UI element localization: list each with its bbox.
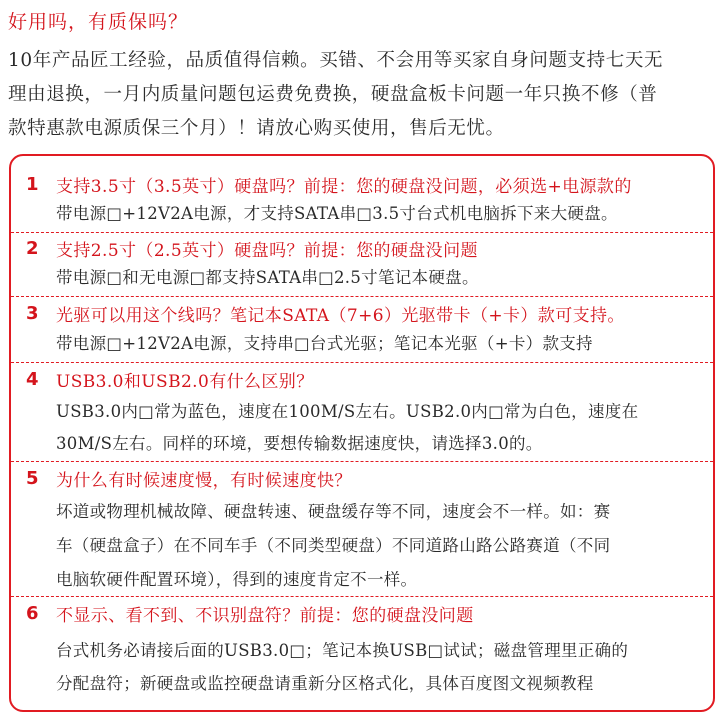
faq-number: 1 — [26, 174, 39, 195]
faq-question: 支持2.5寸（2.5英寸）硬盘吗？前提：您的硬盘没问题 — [56, 241, 478, 261]
separator — [11, 461, 713, 462]
faq-answer-line: 30M/S左右。同样的环境，要想传输数据速度快，请选择3.0的。 — [56, 434, 543, 453]
faq-number: 2 — [26, 238, 39, 259]
faq-answer-line: 带电源□和无电源□都支持SATA串□2.5寸笔记本硬盘。 — [56, 268, 479, 287]
faq-number: 4 — [26, 369, 39, 390]
separator — [11, 232, 713, 233]
faq-number: 5 — [26, 468, 39, 489]
separator — [11, 596, 713, 597]
faq-question: 不显示、看不到、不识别盘符？前提：您的硬盘没问题 — [56, 606, 474, 626]
faq-question: USB3.0和USB2.0有什么区别？ — [56, 372, 314, 392]
faq-answer-line: 带电源□+12V2A电源，才支持SATA串□3.5寸台式机电脑拆下来大硬盘。 — [56, 204, 618, 223]
intro-line: 理由退换，一月内质量问题包运费免费换，硬盘盒板卡问题一年只换不修（普 — [8, 84, 658, 105]
headline: 好用吗，有质保吗？ — [8, 11, 189, 33]
faq-answer-line: 分配盘符；新硬盘或监控硬盘请重新分区格式化，具体百度图文视频教程 — [56, 674, 594, 693]
faq-answer-line: 坏道或物理机械故障、硬盘转速、硬盘缓存等不同，速度会不一样。如：赛 — [56, 502, 611, 521]
faq-number: 6 — [26, 603, 39, 624]
intro-paragraph — [8, 44, 720, 146]
faq-answer-line: USB3.0内□常为蓝色，速度在100M/S左右。USB2.0内□常为白色，速度在 — [56, 402, 639, 421]
intro-line: 10年产品匠工经验，品质值得信赖。买错、不会用等买家自身问题支持七天无 — [8, 50, 664, 71]
faq-box — [9, 154, 715, 712]
faq-answer-line: 台式机务必请接后面的USB3.0□；笔记本换USB□试试；磁盘管理里正确的 — [56, 641, 629, 660]
faq-number: 3 — [26, 303, 39, 324]
faq-question: 光驱可以用这个线吗？笔记本SATA（7+6）光驱带卡（+卡）款可支持。 — [56, 306, 625, 326]
separator — [11, 362, 713, 363]
faq-question: 支持3.5寸（3.5英寸）硬盘吗？前提：您的硬盘没问题，必须选+电源款的 — [56, 177, 632, 197]
separator — [11, 296, 713, 297]
faq-question: 为什么有时候速度慢，有时候速度快？ — [56, 471, 352, 491]
faq-answer-line: 带电源□+12V2A电源，支持串□台式光驱；笔记本光驱（+卡）款支持 — [56, 334, 593, 353]
intro-line: 款特惠款电源质保三个月）！请放心购买使用，售后无忧。 — [8, 118, 505, 139]
faq-answer-line: 电脑软硬件配置环境），得到的速度肯定不一样。 — [56, 570, 418, 589]
faq-answer-line: 车（硬盘盒子）在不同车手（不同类型硬盘）不同道路山路公路赛道（不同 — [56, 536, 611, 555]
